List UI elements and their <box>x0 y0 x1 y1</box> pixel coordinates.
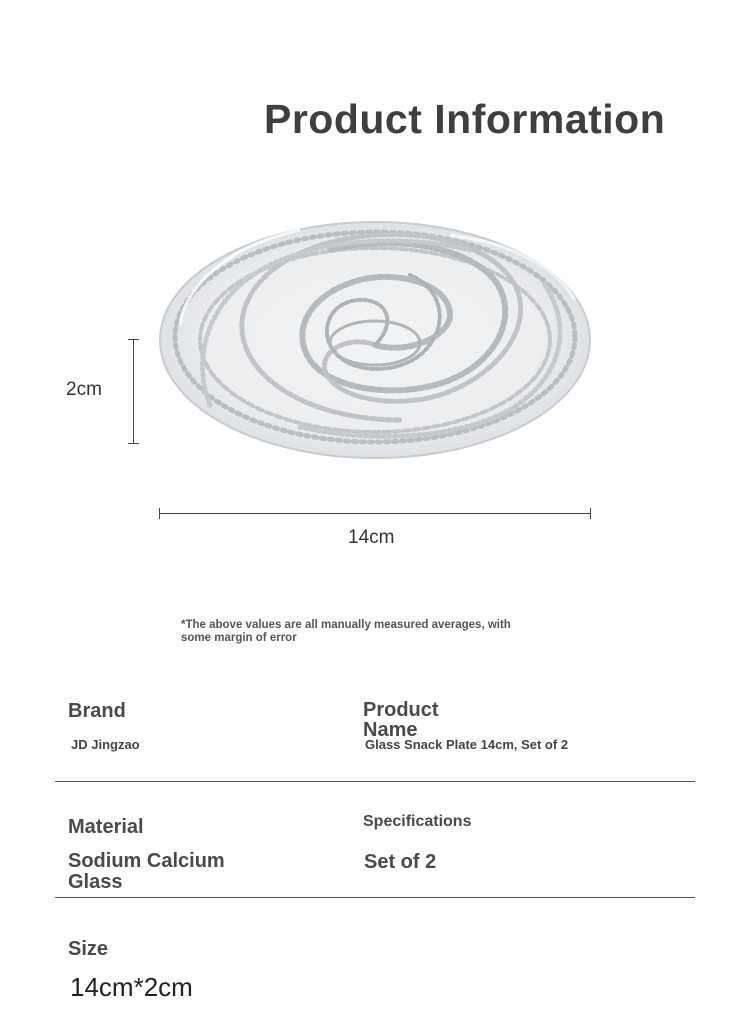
specifications-label: Specifications <box>363 813 472 830</box>
measurement-note: *The above values are all manually measured averages, with some margin of error <box>181 619 511 644</box>
width-label: 14cm <box>348 527 395 548</box>
height-dimension-line <box>128 339 140 444</box>
specifications-value: Set of 2 <box>364 851 437 873</box>
material-value: Sodium Calcium Glass <box>68 850 225 893</box>
width-dimension-line <box>159 508 591 520</box>
brand-value: JD Jingzao <box>71 737 140 752</box>
divider <box>55 781 695 782</box>
page-title: Product Information <box>264 96 666 142</box>
size-label: Size <box>68 938 109 960</box>
divider <box>55 897 695 898</box>
brand-label: Brand <box>68 700 126 722</box>
height-label: 2cm <box>66 379 102 400</box>
size-value: 14cm*2cm <box>70 972 193 1002</box>
product-name-label: Product Name <box>363 699 439 741</box>
product-name-value: Glass Snack Plate 14cm, Set of 2 <box>365 737 569 752</box>
material-label: Material <box>68 816 144 838</box>
glass-plate-image <box>150 205 600 475</box>
